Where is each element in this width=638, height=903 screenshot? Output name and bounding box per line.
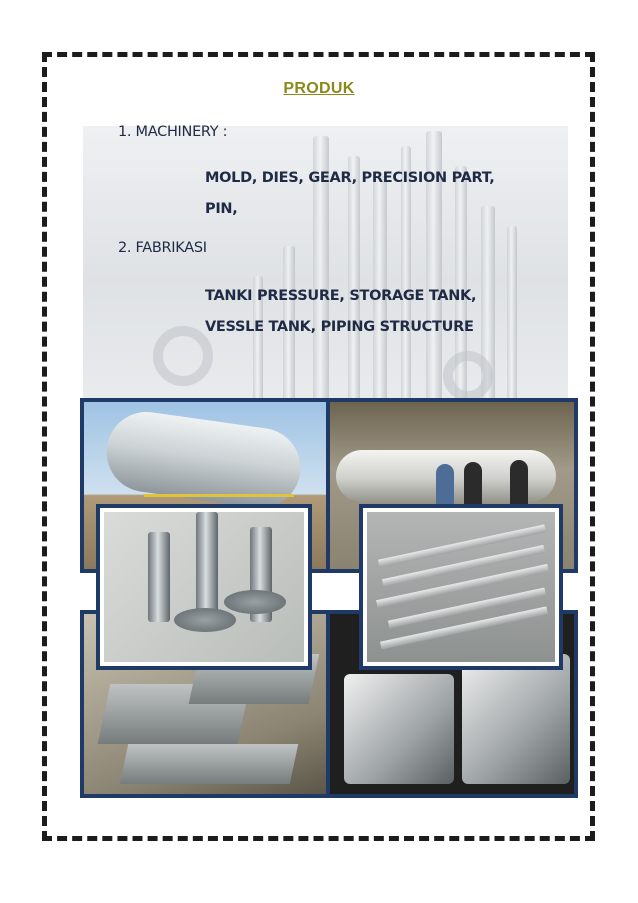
- machinery-items-line-2: PIN,: [205, 201, 238, 217]
- section-heading-fabrikasi: 2. FABRIKASI: [118, 240, 207, 256]
- section-heading-machinery: 1. MACHINERY :: [118, 124, 228, 140]
- fabrikasi-items-line-1: TANKI PRESSURE, STORAGE TANK,: [205, 288, 477, 304]
- machinery-items-line-1: MOLD, DIES, GEAR, PRECISION PART,: [205, 170, 495, 186]
- fabrikasi-items-line-2: VESSLE TANK, PIPING STRUCTURE: [205, 319, 474, 335]
- fabricated-parts-photo: [363, 508, 559, 666]
- page-title: PRODUK: [283, 80, 355, 97]
- precision-shafts-photo: [100, 508, 308, 666]
